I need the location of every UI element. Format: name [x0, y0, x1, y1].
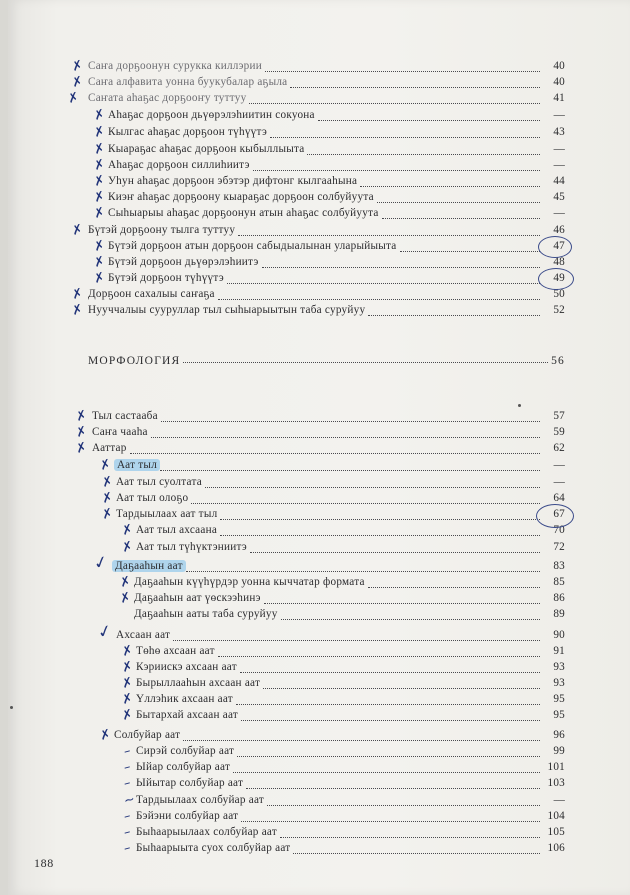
toc-entry-page: 70: [553, 524, 565, 536]
ink-speck: [10, 706, 13, 709]
checkmark-icon: ✗: [92, 188, 107, 207]
toc-entry: [116, 476, 565, 492]
toc-entry: [136, 541, 565, 557]
section-heading-title: МОРФОЛОГИЯ: [88, 355, 181, 367]
toc-entry-title: Ахсаан аат: [116, 629, 171, 641]
checkmark-icon: ✗: [120, 658, 135, 677]
checkmark-icon: ✗: [70, 285, 85, 304]
section-heading: [88, 355, 565, 367]
dash-mark-icon: –: [122, 824, 133, 841]
toc-entry-page: 49: [553, 272, 565, 284]
toc-entry-title: Аат тыл түһүктэниитэ: [136, 541, 247, 553]
toc-entry: [136, 709, 565, 725]
toc-entry-title: Саҥа чааһа: [92, 426, 148, 438]
toc-entry-page: 50: [553, 288, 565, 300]
ink-speck: [518, 404, 521, 407]
toc-entry: [136, 842, 565, 858]
toc-entry-page: 43: [553, 126, 565, 138]
pen-circle-icon: [538, 268, 574, 290]
checkmark-icon: ✗: [120, 706, 135, 725]
toc-entry-title: Саҥата аһаҕас дорҕооҥу туттуу: [88, 92, 247, 104]
toc-entry-page: 57: [553, 410, 565, 422]
toc-entry: [136, 661, 565, 677]
toc-entry-title: Даҕааһын аат үөскээһинэ: [134, 592, 261, 604]
toc-entry: [136, 745, 565, 761]
toc-entry-title: Бүтэй дорҕоону тылга туттуу: [88, 224, 236, 236]
checkmark-icon: ✗: [74, 423, 89, 442]
checkmark-icon: ✗: [120, 521, 135, 540]
toc-entry: [108, 126, 565, 142]
toc-entry-title: Аат тыл суолтата: [116, 476, 202, 488]
toc-entry: [108, 272, 565, 288]
toc-entry-page: 89: [553, 608, 565, 620]
checkmark-icon: ✗: [92, 253, 107, 272]
checkmark-icon: ✗: [92, 237, 107, 256]
toc-entry-page: 101: [547, 761, 565, 773]
checkmark-icon: ✗: [92, 106, 107, 125]
toc-entry-page: —: [553, 159, 565, 171]
toc-entry: [116, 492, 565, 508]
toc-entry-page: 44: [553, 175, 565, 187]
toc-entry-page: 85: [553, 576, 565, 588]
checkmark-icon: ✗: [98, 456, 113, 475]
toc-entry-title: Кыараҕас аһаҕас дорҕоон кыбыллыыта: [108, 143, 305, 155]
page-number: 188: [34, 856, 54, 870]
toc-entry-title: Саҥа дорҕоонун сурукка киллэрии: [88, 60, 262, 72]
checkmark-icon: ✗: [120, 642, 135, 661]
dash-mark-icon: –: [122, 808, 133, 825]
toc-entry-page: 90: [553, 629, 565, 641]
toc-entry-page: 99: [553, 745, 565, 757]
checkmark-icon: ✗: [92, 123, 107, 142]
toc-entry: [88, 92, 565, 108]
checkmark-icon: ✗: [120, 690, 135, 709]
dash-mark-icon: –: [122, 759, 133, 776]
toc-entry-title: Кылгас аһаҕас дорҕоон түһүүтэ: [108, 126, 267, 138]
toc-entry-title: Даҕааһын аат: [112, 560, 186, 572]
dash-mark-icon: –: [122, 743, 133, 760]
toc-entry-title: Бытархай ахсаан аат: [136, 709, 239, 721]
toc-entry-title: Тардыылаах солбуйар аат: [136, 794, 265, 806]
toc-entry: [136, 777, 565, 793]
toc-entry-title: Тыл састааба: [92, 410, 158, 422]
toc-entry: [136, 693, 565, 709]
toc-entry-title: Даҕааһын ааты таба суруйуу: [134, 608, 278, 620]
toc-entry: [114, 459, 565, 475]
checkmark-icon: ✗: [92, 269, 107, 288]
toc-entry-page: 83: [553, 560, 565, 572]
toc-entry-page: 95: [553, 693, 565, 705]
toc-entry-page: 62: [553, 442, 565, 454]
toc-entry: [88, 304, 565, 320]
toc-entry: [108, 191, 565, 207]
checkmark-icon: ✗: [92, 172, 107, 191]
toc-entry-title: Аат тыл ахсаана: [136, 524, 218, 536]
toc-entry: [88, 224, 565, 240]
toc-entry: [92, 410, 565, 426]
toc-entry-page: 95: [553, 709, 565, 721]
toc-entry-page: 72: [553, 541, 565, 553]
checkmark-icon: ✗: [92, 204, 107, 223]
toc-entry-page: —: [553, 476, 565, 488]
section-heading-page: 56: [551, 355, 565, 367]
toc-entry-page: 46: [553, 224, 565, 236]
toc-entry-title: Аат тыл олоҕо: [116, 492, 189, 504]
toc-entry: [116, 508, 565, 524]
toc-entry-title: Ыйар солбуйар аат: [136, 761, 231, 773]
toc-entry-title: Бэйэни солбуйар аат: [136, 810, 239, 822]
toc-entry-title: Бүтэй дорҕоон атын дорҕоон сабыдыалынан уларыйыыта: [108, 240, 397, 252]
checkmark-icon: ✗: [70, 221, 85, 240]
toc-entry: [136, 794, 565, 810]
toc-entry-page: 47: [553, 240, 565, 252]
checkmark-icon: ✗: [74, 439, 89, 458]
toc-entry: [108, 207, 565, 223]
toc-entry-title: Быһаарыылаах солбуйар аат: [136, 826, 277, 838]
checkmark-icon: ✗: [98, 726, 113, 745]
checkmark-icon: ✗: [100, 489, 115, 508]
toc-entry-title: Бүтэй дорҕоон дьүөрэлэһиитэ: [108, 256, 259, 268]
toc-entry-title: Сирэй солбуйар аат: [136, 745, 235, 757]
toc-entry-title: Ыйытар солбуйар аат: [136, 777, 244, 789]
toc-entry-title: Бырыллааһын ахсаан аат: [136, 677, 261, 689]
toc-entry: [92, 426, 565, 442]
dash-mark-icon: ~: [122, 791, 137, 810]
checkmark-icon: ✗: [100, 505, 115, 524]
checkmark-icon: ✓: [95, 620, 115, 644]
toc-entry: [108, 143, 565, 159]
toc-entry-title: Уһун аһаҕас дорҕоон эбэтэр дифтонг кылгааһына: [108, 175, 358, 187]
toc-entry-page: 96: [553, 729, 565, 741]
checkmark-icon: ✗: [100, 473, 115, 492]
toc-entry-page: 64: [553, 492, 565, 504]
toc-entry-title: Киэҥ аһаҕас дорҕоону кыараҕас дорҕоон солбуйуута: [108, 191, 374, 203]
checkmark-icon: ✗: [118, 573, 133, 592]
toc-entry-page: 105: [547, 826, 565, 838]
toc-entry-title: Аһаҕас дорҕоон силлиһиитэ: [108, 159, 250, 171]
dash-mark-icon: –: [122, 840, 133, 857]
toc-entry-page: —: [553, 207, 565, 219]
toc-entry: [108, 240, 565, 256]
toc-entry: [108, 109, 565, 125]
toc-entry: [136, 826, 565, 842]
toc-entry: [136, 761, 565, 777]
toc-entry-title: Дорҕоон сахалыы саҥаҕа: [88, 288, 215, 300]
toc-entry: [116, 629, 565, 645]
pen-circle-icon: [538, 236, 572, 258]
toc-entry-title: Даҕааһын күүһүрдэр уонна кыччатар формата: [134, 576, 365, 588]
toc-entry: [112, 560, 565, 576]
toc-entry: [88, 60, 565, 76]
toc-entry-title: Тардыылаах аат тыл: [116, 508, 218, 520]
toc-entry-page: —: [553, 109, 565, 121]
toc-entry-page: 86: [553, 592, 565, 604]
toc-entry: [88, 288, 565, 304]
toc-entry-page: 103: [547, 777, 565, 789]
toc-entry-page: 106: [547, 842, 565, 854]
checkmark-icon: ✗: [120, 538, 135, 557]
checkmark-icon: ✗: [92, 156, 107, 175]
toc-entry-title: Кэриискэ ахсаан аат: [136, 661, 237, 673]
toc-entry: [108, 175, 565, 191]
toc-entry-page: 59: [553, 426, 565, 438]
toc-entry-page: —: [553, 143, 565, 155]
toc-entry-title: Төһө ахсаан аат: [136, 645, 215, 657]
toc-entry: [136, 524, 565, 540]
toc-entry-page: 93: [553, 677, 565, 689]
toc-entry: [114, 729, 565, 745]
toc-entry: [92, 442, 565, 458]
toc-entry: [134, 592, 565, 608]
toc-entry-page: 93: [553, 661, 565, 673]
checkmark-icon: ✗: [92, 140, 107, 159]
toc-entry-title: Солбуйар аат: [114, 729, 181, 741]
toc-entry: [108, 256, 565, 272]
toc-entry-page: —: [553, 794, 565, 806]
toc-entry-title: Нууччалыы сууруллар тыл сыһыарыытын таба суруйуу: [88, 304, 366, 316]
checkmark-icon: ✗: [70, 57, 85, 76]
toc-entry-page: 91: [553, 645, 565, 657]
checkmark-icon: ✗: [70, 73, 85, 92]
book-page: [8, 0, 630, 895]
toc-entry-page: 67: [553, 508, 565, 520]
toc-entry: [136, 645, 565, 661]
toc-entry: [108, 159, 565, 175]
toc-entry-title: Бүтэй дорҕоон түһүүтэ: [108, 272, 224, 284]
checkmark-icon: ✗: [74, 407, 89, 426]
toc-entry: [134, 608, 565, 624]
checkmark-icon: ✗: [120, 674, 135, 693]
toc-entry-title: Аат тыл: [114, 459, 160, 471]
toc-entry-title: Ааттар: [92, 442, 127, 454]
pen-circle-icon: [536, 504, 574, 528]
dash-mark-icon: –: [122, 775, 133, 792]
toc-entry-page: 41: [553, 92, 565, 104]
toc-entry-title: Быһаарыыта суох солбуйар аат: [136, 842, 291, 854]
toc-entry-title: Саҥа алфавита уонна буукубалар аҕыла: [88, 76, 288, 88]
toc-entry: [136, 810, 565, 826]
toc-entry-page: 52: [553, 304, 565, 316]
toc-entry-page: —: [553, 459, 565, 471]
toc-entry-page: 45: [553, 191, 565, 203]
toc-entry-page: 104: [547, 810, 565, 822]
checkmark-icon: ✗: [118, 589, 133, 608]
toc-entry-title: Үллэһик ахсаан аат: [136, 693, 233, 705]
checkmark-icon: ✓: [91, 551, 111, 575]
toc-entry-page: 48: [553, 256, 565, 268]
toc-entry: [88, 76, 565, 92]
toc-entry-page: 40: [553, 76, 565, 88]
checkmark-icon: ✗: [70, 301, 85, 320]
toc-entry: [136, 677, 565, 693]
toc-entry-page: 40: [553, 60, 565, 72]
checkmark-icon: ✗: [66, 89, 81, 108]
toc-entry: [134, 576, 565, 592]
toc-entry-title: Сыһыарыы аһаҕас дорҕоонун атын аһаҕас солбуйуута: [108, 207, 379, 219]
toc-entry-title: Аһаҕас дорҕоон дьүөрэлэһиитин сокуона: [108, 109, 315, 121]
